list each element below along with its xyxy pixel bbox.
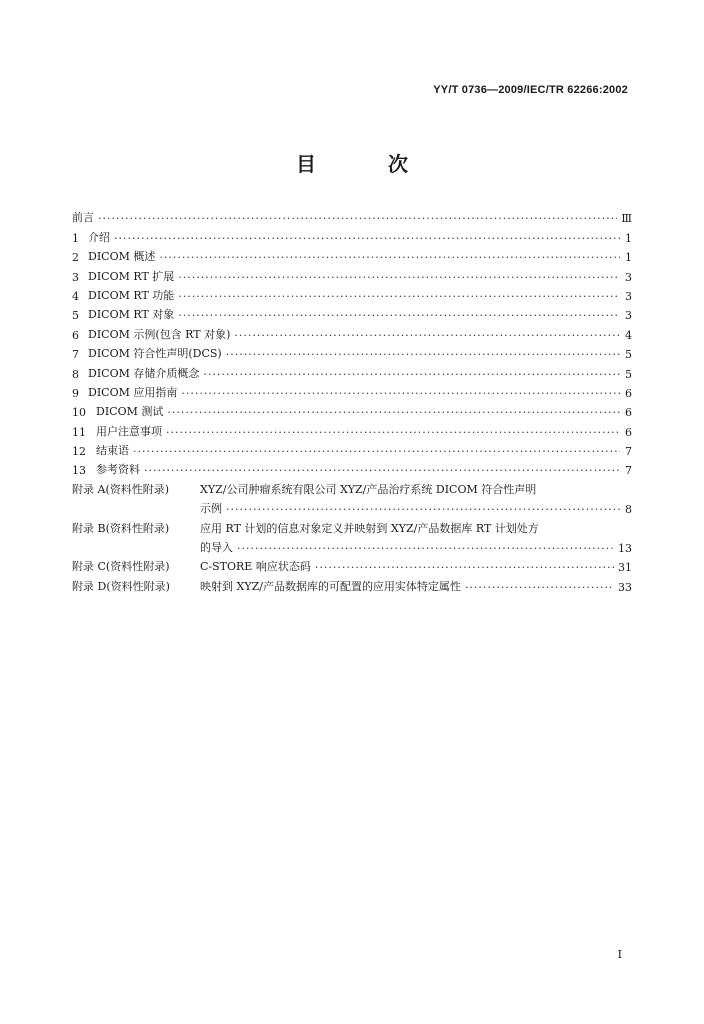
toc-entry-number: 4 [72, 289, 79, 303]
toc-leader [234, 329, 620, 342]
toc-entry-label: DICOM 存储介质概念 [88, 366, 200, 380]
toc-entry-label: 结束语 [96, 444, 129, 458]
toc-leader [237, 542, 614, 555]
toc-leader [167, 406, 620, 419]
toc-entry-number: 10 [72, 406, 86, 420]
toc-annex-key: 附录 C(资料性附录) [72, 560, 170, 574]
toc-entry[interactable] [72, 206, 632, 225]
toc-entry[interactable] [72, 264, 632, 283]
toc-entry-label: 前言 [72, 211, 94, 225]
toc-entry-page: 7 [625, 445, 632, 459]
toc-annex-title: 应用 RT 计划的信息对象定义并映射到 XYZ/产品数据库 RT 计划处方 [200, 521, 539, 535]
toc-entry-page: 4 [625, 328, 632, 342]
toc-annex-title-cont: 示例 [200, 502, 222, 516]
toc-entry-label: DICOM RT 扩展 [88, 269, 175, 283]
standard-number: YY/T 0736—2009/IEC/TR 62266:2002 [433, 84, 628, 96]
toc-annex-key: 附录 B(资料性附录) [72, 521, 170, 535]
toc-entry-number: 13 [72, 464, 86, 478]
toc-entry-page: 3 [625, 289, 632, 303]
toc-entry-page: 3 [625, 309, 632, 323]
toc-leader [203, 368, 620, 381]
toc-leader [465, 581, 614, 594]
toc-entry[interactable] [72, 419, 632, 438]
toc-entry[interactable] [72, 245, 632, 264]
page-number: I [617, 948, 622, 961]
toc-annex-entry[interactable] [72, 516, 632, 555]
toc-entry-label: DICOM RT 功能 [88, 288, 175, 302]
toc-entry-number: 3 [72, 270, 79, 284]
toc-leader [114, 232, 620, 245]
toc-leader [144, 464, 620, 477]
toc-entry-page: 33 [618, 580, 632, 594]
toc-annex-title: C-STORE 响应状态码 [200, 560, 311, 574]
toc-entry-number: 7 [72, 348, 79, 362]
toc-entry-number: 8 [72, 367, 79, 381]
toc-leader [133, 445, 620, 458]
toc-entry-page: 6 [625, 406, 632, 420]
toc-leader [178, 309, 620, 322]
table-of-contents [72, 206, 632, 594]
toc-entry-label: 用户注意事项 [96, 424, 162, 438]
toc-entry-page: 5 [625, 348, 632, 362]
toc-entry-page: 13 [618, 542, 632, 556]
toc-entry-label: DICOM 应用指南 [88, 385, 178, 399]
toc-entry-number: 5 [72, 309, 79, 323]
toc-entry-number: 1 [72, 231, 79, 245]
toc-entry-number: 12 [72, 445, 86, 459]
toc-entry-page: 1 [625, 231, 632, 245]
toc-entry-number: 2 [72, 251, 79, 265]
toc-annex-entry[interactable] [72, 477, 632, 516]
toc-entry-number: 6 [72, 328, 79, 342]
toc-leader [178, 290, 620, 303]
toc-entry-label: 参考资料 [96, 463, 140, 477]
toc-annex-title-cont: 的导入 [200, 541, 233, 555]
toc-entry-label: DICOM 符合性声明(DCS) [88, 347, 222, 361]
toc-leader [181, 387, 620, 400]
toc-entry[interactable] [72, 381, 632, 400]
toc-entry-page: 3 [625, 270, 632, 284]
toc-entry-label: DICOM RT 对象 [88, 308, 175, 322]
toc-entry[interactable] [72, 225, 632, 244]
toc-entry-label: DICOM 概述 [88, 250, 156, 264]
toc-entry[interactable] [72, 458, 632, 477]
toc-entry[interactable] [72, 400, 632, 419]
toc-entry-label: 介绍 [88, 230, 110, 244]
toc-entry[interactable] [72, 303, 632, 322]
toc-entry-label: DICOM 示例(包含 RT 对象) [88, 327, 231, 341]
toc-leader [315, 561, 614, 574]
toc-annex-title: XYZ/公司肿瘤系统有限公司 XYZ/产品治疗系统 DICOM 符合性声明 [200, 482, 537, 496]
toc-annex-entry[interactable] [72, 555, 632, 574]
toc-annex-entry[interactable] [72, 574, 632, 593]
toc-entry-page: 1 [625, 251, 632, 265]
toc-entry[interactable] [72, 342, 632, 361]
toc-entry-number: 9 [72, 386, 79, 400]
toc-entry-number: 11 [72, 425, 86, 439]
toc-entry-page: Ⅲ [621, 212, 632, 226]
toc-entry-page: 7 [625, 464, 632, 478]
toc-entry[interactable] [72, 322, 632, 341]
toc-entry-page: 8 [625, 503, 632, 517]
toc-leader [166, 426, 620, 439]
toc-entry-page: 6 [625, 386, 632, 400]
toc-entry[interactable] [72, 361, 632, 380]
toc-leader [98, 212, 617, 225]
toc-entry-page: 5 [625, 367, 632, 381]
toc-leader [178, 271, 620, 284]
toc-annex-title: 映射到 XYZ/产品数据库的可配置的应用实体特定属性 [200, 579, 461, 593]
toc-leader [159, 251, 620, 264]
toc-entry[interactable] [72, 284, 632, 303]
toc-entry-page: 31 [618, 561, 632, 575]
toc-annex-key: 附录 D(资料性附录) [72, 579, 170, 593]
page-title: 目 次 [296, 152, 434, 176]
toc-entry-label: DICOM 测试 [96, 405, 164, 419]
toc-leader [226, 348, 620, 361]
toc-leader [226, 503, 620, 516]
toc-entry[interactable] [72, 439, 632, 458]
toc-entry-page: 6 [625, 425, 632, 439]
toc-annex-key: 附录 A(资料性附录) [72, 482, 170, 496]
